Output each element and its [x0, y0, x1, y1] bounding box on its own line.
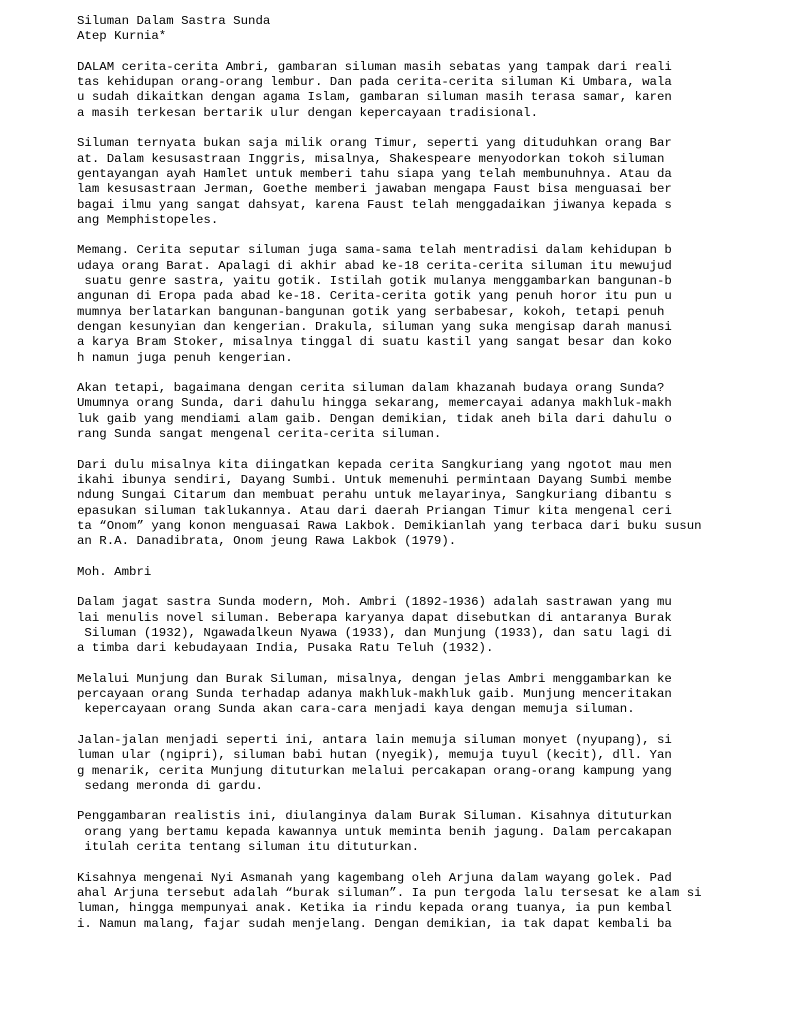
paragraph — [77, 381, 777, 442]
text-line: Melalui Munjung dan Burak Siluman, misalnya, dengan jelas Ambri menggambarkan ke — [77, 671, 672, 686]
text-line: kepercayaan orang Sunda akan cara-cara menjadi kaya dengan memuja siluman. — [77, 702, 635, 717]
text-line: udaya orang Barat. Apalagi di akhir abad ke-18 cerita-cerita siluman itu mewujud — [77, 258, 672, 273]
text-line: rang Sunda sangat mengenal cerita-cerita siluman. — [77, 427, 442, 442]
text-line: luk gaib yang mendiami alam gaib. Dengan demikian, tidak aneh bila dari dahulu o — [77, 411, 672, 426]
document-title: Siluman Dalam Sastra Sunda — [77, 14, 271, 28]
text-line: suatu genre sastra, yaitu gotik. Istilah gotik mulanya menggambarkan bangunan-b — [77, 274, 672, 289]
paragraph — [77, 871, 777, 932]
section-heading — [77, 565, 777, 580]
text-line: Akan tetapi, bagaimana dengan cerita siluman dalam khazanah budaya orang Sunda? — [77, 381, 665, 396]
text-line: luman, hingga mempunyai anak. Ketika ia rindu kepada orang tuanya, ia pun kembal — [77, 901, 672, 916]
text-line: bagai ilmu yang sangat dahsyat, karena Faust telah menggadaikan jiwanya kepada s — [77, 197, 672, 212]
document-header — [77, 14, 777, 45]
text-line: h namun juga penuh kengerian. — [77, 350, 293, 365]
document-body — [77, 60, 777, 932]
text-line: a karya Bram Stoker, misalnya tinggal di suatu kastil yang sangat besar dan koko — [77, 335, 672, 350]
text-line: Dalam jagat sastra Sunda modern, Moh. Ambri (1892-1936) adalah sastrawan yang mu — [77, 595, 672, 610]
text-line: Memang. Cerita seputar siluman juga sama-sama telah mentradisi dalam kehidupan b — [77, 243, 672, 258]
text-line: ndung Sungai Citarum dan membuat perahu untuk melayarinya, Sangkuriang dibantu s — [77, 488, 672, 503]
text-line: Siluman ternyata bukan saja milik orang Timur, seperti yang dituduhkan orang Bar — [77, 136, 672, 151]
text-line: g menarik, cerita Munjung dituturkan melalui percakapan orang-orang kampung yang — [77, 763, 672, 778]
text-line: sedang meronda di gardu. — [77, 778, 263, 793]
text-line: epasukan siluman taklukannya. Atau dari daerah Priangan Timur kita mengenal ceri — [77, 503, 672, 518]
text-line: ang Memphistopeles. — [77, 212, 219, 227]
text-line: u sudah dikaitkan dengan agama Islam, gambaran siluman masih terasa samar, karen — [77, 90, 672, 105]
text-line: Umumnya orang Sunda, dari dahulu hingga sekarang, memercayai adanya makhluk-makh — [77, 396, 672, 411]
text-line: i. Namun malang, fajar sudah menjelang. Dengan demikian, ia tak dapat kembali ba — [77, 916, 672, 931]
paragraph — [77, 458, 777, 550]
text-line: Kisahnya mengenai Nyi Asmanah yang kagembang oleh Arjuna dalam wayang golek. Pad — [77, 870, 672, 885]
text-line: a timba dari kebudayaan India, Pusaka Ratu Teluh (1932). — [77, 641, 494, 656]
paragraph — [77, 733, 777, 794]
text-line: angunan di Eropa pada abad ke-18. Cerita-cerita gotik yang penuh horor itu pun u — [77, 289, 672, 304]
document-author: Atep Kurnia* — [77, 29, 167, 44]
text-line: itulah cerita tentang siluman itu dituturkan. — [77, 840, 420, 855]
text-line: lam kesusastraan Jerman, Goethe memberi jawaban mengapa Faust bisa menguasai ber — [77, 182, 672, 197]
text-line: dengan kesunyian dan kengerian. Drakula, siluman yang suka mengisap darah manusi — [77, 319, 672, 334]
text-line: an R.A. Danadibrata, Onom jeung Rawa Lakbok (1979). — [77, 534, 457, 549]
text-line: at. Dalam kesusastraan Inggris, misalnya, Shakespeare menyodorkan tokoh siluman — [77, 151, 665, 166]
text-line: tas kehidupan orang-orang lembur. Dan pada cerita-cerita siluman Ki Umbara, wala — [77, 75, 672, 90]
text-line: gentayangan ayah Hamlet untuk memberi tahu siapa yang telah membunuhnya. Atau da — [77, 166, 672, 181]
paragraph — [77, 809, 777, 855]
text-line: percayaan orang Sunda terhadap adanya makhluk-makhluk gaib. Munjung menceritakan — [77, 687, 672, 702]
paragraph — [77, 672, 777, 718]
text-line: DALAM cerita-cerita Ambri, gambaran siluman masih sebatas yang tampak dari reali — [77, 59, 672, 74]
paragraph — [77, 595, 777, 656]
paragraph — [77, 243, 777, 365]
document-page — [77, 14, 777, 932]
text-line: lai menulis novel siluman. Beberapa karyanya dapat disebutkan di antaranya Burak — [77, 610, 672, 625]
paragraph — [77, 136, 777, 228]
paragraph — [77, 60, 777, 121]
text-line: Dari dulu misalnya kita diingatkan kepada cerita Sangkuriang yang ngotot mau men — [77, 457, 672, 472]
text-line: ta “Onom” yang konon menguasai Rawa Lakbok. Demikianlah yang terbaca dari buku susun — [77, 518, 702, 533]
text-line: Siluman (1932), Ngawadalkeun Nyawa (1933), dan Munjung (1933), dan satu lagi di — [77, 625, 672, 640]
text-line: ikahi ibunya sendiri, Dayang Sumbi. Untuk memenuhi permintaan Dayang Sumbi membe — [77, 472, 672, 487]
text-line: Jalan-jalan menjadi seperti ini, antara lain memuja siluman monyet (nyupang), si — [77, 732, 672, 747]
text-line: mumnya berlatarkan bangunan-bangunan gotik yang serbabesar, kokoh, tetapi penuh — [77, 304, 665, 319]
text-line: ahal Arjuna tersebut adalah “burak siluman”. Ia pun tergoda lalu tersesat ke alam si — [77, 885, 702, 900]
text-line: luman ular (ngipri), siluman babi hutan (nyegik), memuja tuyul (kecit), dll. Yan — [77, 748, 672, 763]
text-line: a masih terkesan bertarik ulur dengan kepercayaan tradisional. — [77, 105, 539, 120]
text-line: Moh. Ambri — [77, 564, 152, 579]
text-line: Penggambaran realistis ini, diulanginya dalam Burak Siluman. Kisahnya dituturkan — [77, 809, 672, 824]
text-line: orang yang bertamu kepada kawannya untuk meminta benih jagung. Dalam percakapan — [77, 824, 672, 839]
